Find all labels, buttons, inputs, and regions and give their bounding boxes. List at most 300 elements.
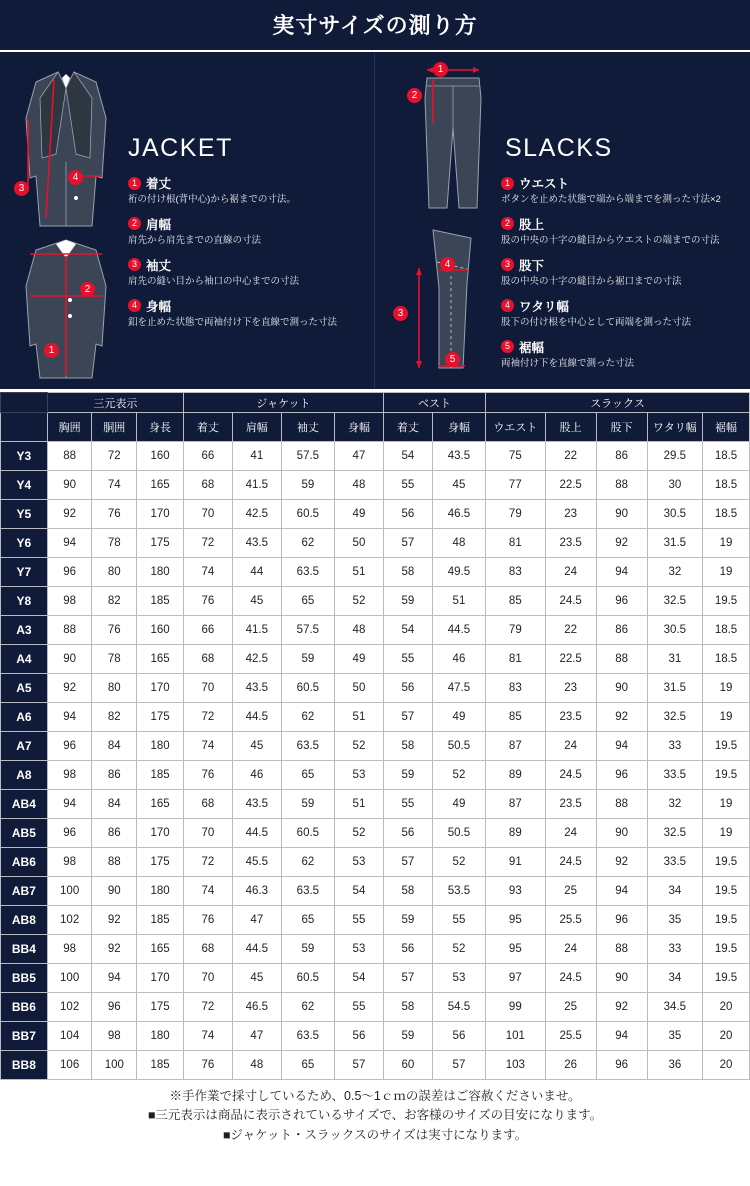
measurement-cell: 18.5 [703,500,750,529]
measurement-cell: 165 [137,790,184,819]
legend-item [501,338,741,370]
measurement-cell: 93 [486,877,546,906]
measurement-cell: 42.5 [232,645,281,674]
measurement-cell: 77 [486,471,546,500]
measurement-cell: 98 [47,587,92,616]
column-header-cell: 着丈 [183,413,232,442]
measurement-cell: 55 [383,471,432,500]
measurement-cell: 62 [281,848,334,877]
measurement-diagram [0,52,750,392]
size-label-cell: Y3 [1,442,48,471]
measurement-cell: 180 [137,732,184,761]
measurement-cell: 22 [545,442,596,471]
measurement-cell: 103 [486,1051,546,1080]
measurement-cell: 45 [232,732,281,761]
column-header-cell: 裾幅 [703,413,750,442]
measurement-cell: 47 [232,906,281,935]
size-label-cell: BB8 [1,1051,48,1080]
slacks-legend [501,174,741,378]
measurement-cell: 160 [137,442,184,471]
table-row [1,964,750,993]
measurement-cell: 160 [137,616,184,645]
measurement-cell: 100 [47,964,92,993]
measurement-cell: 175 [137,848,184,877]
measurement-cell: 49.5 [432,558,485,587]
measurement-cell: 94 [92,964,137,993]
measurement-cell: 87 [486,732,546,761]
measurement-cell: 24 [545,935,596,964]
measurement-cell: 19.5 [703,877,750,906]
number-badge-icon: 5 [501,340,514,353]
legend-desc: 股の中央の十字の縫目から裾口までの寸法 [501,275,682,287]
slacks-panel [375,52,750,389]
measurement-cell: 91 [486,848,546,877]
measurement-cell: 85 [486,703,546,732]
measurement-cell: 23.5 [545,529,596,558]
measurement-cell: 24.5 [545,848,596,877]
legend-item [501,174,741,206]
measurement-cell: 92 [596,993,647,1022]
measurement-cell: 55 [334,906,383,935]
measurement-cell: 51 [334,790,383,819]
measurement-cell: 62 [281,529,334,558]
measurement-cell: 54 [383,442,432,471]
measurement-cell: 185 [137,1051,184,1080]
measurement-cell: 18.5 [703,645,750,674]
measurement-cell: 79 [486,616,546,645]
measurement-cell: 35 [647,906,702,935]
measurement-cell: 54 [383,616,432,645]
measurement-cell: 33 [647,935,702,964]
jacket-marker-1: 1 [44,343,59,358]
measurement-cell: 44.5 [232,703,281,732]
measurement-cell: 88 [596,790,647,819]
measurement-cell: 25 [545,993,596,1022]
table-row [1,442,750,471]
measurement-cell: 63.5 [281,558,334,587]
table-row [1,819,750,848]
legend-item [128,297,373,329]
measurement-cell: 59 [281,471,334,500]
legend-term: 肩幅 [146,217,172,232]
measurement-cell: 100 [47,877,92,906]
measurement-cell: 32.5 [647,819,702,848]
measurement-cell: 45.5 [232,848,281,877]
measurement-cell: 22 [545,616,596,645]
column-header-cell [1,413,48,442]
measurement-cell: 57.5 [281,442,334,471]
measurement-cell: 65 [281,906,334,935]
legend-item [501,215,741,247]
measurement-cell: 44 [232,558,281,587]
measurement-cell: 96 [47,819,92,848]
footnote-line: ※手作業で採寸しているため、0.5～1ｃｍの誤差はご容赦くださいませ。 [169,1089,581,1103]
measurement-cell: 56 [334,1022,383,1051]
measurement-cell: 33.5 [647,761,702,790]
measurement-cell: 58 [383,558,432,587]
measurement-cell: 58 [383,877,432,906]
table-row [1,471,750,500]
measurement-cell: 92 [92,935,137,964]
measurement-cell: 98 [92,1022,137,1051]
measurement-cell: 55 [334,993,383,1022]
size-label-cell: A3 [1,616,48,645]
measurement-cell: 88 [47,616,92,645]
measurement-cell: 26 [545,1051,596,1080]
legend-term: 袖丈 [146,258,172,273]
measurement-cell: 68 [183,645,232,674]
measurement-cell: 56 [383,935,432,964]
slacks-marker-1: 1 [433,62,448,77]
measurement-cell: 88 [92,848,137,877]
measurement-cell: 52 [334,819,383,848]
size-label-cell: A7 [1,732,48,761]
measurement-cell: 57 [334,1051,383,1080]
measurement-cell: 180 [137,1022,184,1051]
measurement-cell: 55 [383,645,432,674]
measurement-cell: 165 [137,935,184,964]
jacket-drawing [6,58,126,383]
measurement-cell: 60.5 [281,964,334,993]
measurement-cell: 25.5 [545,906,596,935]
measurement-cell: 25 [545,877,596,906]
measurement-cell: 46 [432,645,485,674]
legend-term: ウエスト [519,177,570,191]
measurement-cell: 43.5 [432,442,485,471]
legend-term: 裾幅 [519,340,545,355]
measurement-cell: 88 [596,645,647,674]
measurement-cell: 86 [596,616,647,645]
measurement-cell: 58 [383,993,432,1022]
measurement-cell: 78 [92,645,137,674]
measurement-cell: 102 [47,906,92,935]
size-label-cell: A6 [1,703,48,732]
measurement-cell: 94 [47,790,92,819]
measurement-cell: 94 [596,877,647,906]
measurement-cell: 55 [432,906,485,935]
measurement-cell: 20 [703,1022,750,1051]
measurement-cell: 34 [647,877,702,906]
measurement-cell: 94 [47,703,92,732]
jacket-title: JACKET [128,134,233,162]
measurement-cell: 60.5 [281,674,334,703]
measurement-cell: 89 [486,819,546,848]
measurement-cell: 49 [432,703,485,732]
measurement-cell: 48 [232,1051,281,1080]
measurement-cell: 86 [596,442,647,471]
measurement-cell: 57 [383,848,432,877]
measurement-cell: 50 [334,529,383,558]
measurement-cell: 19 [703,790,750,819]
measurement-cell: 96 [596,587,647,616]
legend-term: 股上 [519,217,545,232]
legend-desc: ボタンを止めた状態で端から端までを測った寸法×2 [501,194,721,205]
measurement-cell: 51 [334,703,383,732]
measurement-cell: 72 [183,993,232,1022]
size-table [0,392,750,1080]
measurement-cell: 185 [137,906,184,935]
measurement-cell: 92 [596,529,647,558]
measurement-cell: 19.5 [703,761,750,790]
measurement-cell: 48 [334,616,383,645]
measurement-cell: 54 [334,877,383,906]
column-header-cell: ワタリ幅 [647,413,702,442]
measurement-cell: 60 [383,1051,432,1080]
measurement-cell: 76 [92,616,137,645]
measurement-cell: 24.5 [545,587,596,616]
measurement-cell: 18.5 [703,471,750,500]
jacket-marker-3: 3 [14,181,29,196]
measurement-cell: 31.5 [647,529,702,558]
legend-desc: 両袖付け下を直線で測った寸法 [501,357,635,369]
footnotes [0,1080,750,1145]
measurement-cell: 76 [183,761,232,790]
measurement-cell: 92 [596,703,647,732]
measurement-cell: 46.3 [232,877,281,906]
table-row [1,848,750,877]
measurement-cell: 68 [183,790,232,819]
footnote-line: ■三元表示は商品に表示されているサイズで、お客様のサイズの目安になります。 [147,1108,603,1123]
measurement-cell: 44.5 [232,935,281,964]
legend-item [128,256,373,288]
measurement-cell: 84 [92,790,137,819]
jacket-illustrations [6,58,126,383]
table-row [1,587,750,616]
measurement-cell: 92 [47,500,92,529]
measurement-cell: 74 [183,1022,232,1051]
slacks-marker-5: 5 [445,352,460,367]
size-label-cell: Y5 [1,500,48,529]
measurement-cell: 25.5 [545,1022,596,1051]
measurement-cell: 66 [183,442,232,471]
slacks-marker-3: 3 [393,306,408,321]
size-label-cell: BB6 [1,993,48,1022]
legend-term: 着丈 [146,177,172,191]
measurement-cell: 97 [486,964,546,993]
measurement-cell: 59 [281,935,334,964]
measurement-cell: 47 [334,442,383,471]
size-label-cell: AB6 [1,848,48,877]
size-label-cell: A5 [1,674,48,703]
measurement-cell: 88 [47,442,92,471]
measurement-cell: 72 [183,529,232,558]
legend-term: ワタリ幅 [519,299,569,314]
measurement-cell: 82 [92,587,137,616]
measurement-cell: 57 [383,964,432,993]
table-row [1,1022,750,1051]
measurement-cell: 34 [647,964,702,993]
measurement-cell: 80 [92,558,137,587]
measurement-cell: 92 [92,906,137,935]
measurement-cell: 50.5 [432,819,485,848]
column-header-cell: 肩幅 [232,413,281,442]
slacks-drawing [393,58,513,383]
measurement-cell: 53.5 [432,877,485,906]
measurement-cell: 19.5 [703,848,750,877]
measurement-cell: 89 [486,761,546,790]
column-header-cell: 身長 [137,413,184,442]
measurement-cell: 44.5 [232,819,281,848]
measurement-cell: 19.5 [703,732,750,761]
measurement-cell: 20 [703,993,750,1022]
table-row [1,761,750,790]
measurement-cell: 104 [47,1022,92,1051]
measurement-cell: 24.5 [545,964,596,993]
measurement-cell: 46.5 [232,993,281,1022]
measurement-cell: 18.5 [703,616,750,645]
measurement-cell: 94 [596,1022,647,1051]
measurement-cell: 72 [183,848,232,877]
measurement-cell: 90 [596,500,647,529]
legend-desc: 肩先の縫い目から袖口の中心までの寸法 [128,275,300,287]
measurement-cell: 170 [137,500,184,529]
measurement-cell: 74 [183,877,232,906]
measurement-cell: 49 [334,500,383,529]
column-header-cell: 胸囲 [47,413,92,442]
measurement-cell: 70 [183,500,232,529]
slacks-illustrations [393,58,513,383]
measurement-cell: 175 [137,993,184,1022]
legend-desc: 裄の付け根(背中心)から裾までの寸法。 [128,194,296,205]
measurement-cell: 74 [183,558,232,587]
measurement-cell: 43.5 [232,529,281,558]
measurement-cell: 88 [596,471,647,500]
measurement-cell: 90 [92,877,137,906]
number-badge-icon: 1 [128,177,141,190]
measurement-cell: 44.5 [432,616,485,645]
measurement-cell: 65 [281,587,334,616]
measurement-cell: 63.5 [281,732,334,761]
number-badge-icon: 1 [501,177,514,190]
slacks-marker-2: 2 [407,88,422,103]
measurement-cell: 19 [703,674,750,703]
number-badge-icon: 2 [501,217,514,230]
measurement-cell: 88 [596,935,647,964]
size-label-cell: Y7 [1,558,48,587]
measurement-cell: 86 [92,761,137,790]
measurement-cell: 92 [47,674,92,703]
number-badge-icon: 3 [501,258,514,271]
measurement-cell: 175 [137,703,184,732]
measurement-cell: 47.5 [432,674,485,703]
measurement-cell: 85 [486,587,546,616]
jacket-panel [0,52,375,389]
measurement-cell: 19 [703,529,750,558]
measurement-cell: 33.5 [647,848,702,877]
measurement-cell: 22.5 [545,645,596,674]
measurement-cell: 32 [647,558,702,587]
measurement-cell: 50 [334,674,383,703]
measurement-cell: 32.5 [647,587,702,616]
measurement-cell: 56 [432,1022,485,1051]
measurement-cell: 70 [183,819,232,848]
measurement-cell: 31 [647,645,702,674]
measurement-cell: 35 [647,1022,702,1051]
measurement-cell: 165 [137,471,184,500]
table-row [1,616,750,645]
measurement-cell: 60.5 [281,819,334,848]
measurement-cell: 49 [334,645,383,674]
measurement-cell: 60.5 [281,500,334,529]
measurement-cell: 165 [137,645,184,674]
measurement-cell: 57 [383,529,432,558]
jacket-marker-4: 4 [68,170,83,185]
size-label-cell: Y6 [1,529,48,558]
table-row [1,935,750,964]
measurement-cell: 82 [92,703,137,732]
measurement-cell: 19 [703,703,750,732]
measurement-cell: 90 [596,964,647,993]
slacks-marker-4: 4 [440,257,455,272]
measurement-cell: 87 [486,790,546,819]
measurement-cell: 95 [486,935,546,964]
measurement-cell: 54.5 [432,993,485,1022]
measurement-cell: 76 [183,906,232,935]
measurement-cell: 79 [486,500,546,529]
column-header-cell: 股下 [596,413,647,442]
measurement-cell: 24 [545,558,596,587]
column-header-cell: 身幅 [334,413,383,442]
measurement-cell: 41.5 [232,616,281,645]
measurement-cell: 74 [92,471,137,500]
measurement-cell: 30.5 [647,616,702,645]
size-label-cell: A4 [1,645,48,674]
measurement-cell: 54 [334,964,383,993]
measurement-cell: 57.5 [281,616,334,645]
number-badge-icon: 2 [128,217,141,230]
measurement-cell: 42.5 [232,500,281,529]
measurement-cell: 56 [383,674,432,703]
size-table-head [1,393,750,442]
legend-item [501,297,741,329]
measurement-cell: 52 [432,761,485,790]
legend-desc: 股下の付け根を中心として両端を測った寸法 [501,316,692,328]
size-table-wrap [0,392,750,1080]
measurement-cell: 52 [432,935,485,964]
measurement-cell: 102 [47,993,92,1022]
slacks-title: SLACKS [505,134,613,162]
measurement-cell: 53 [432,964,485,993]
legend-item [501,256,741,288]
measurement-cell: 63.5 [281,1022,334,1051]
measurement-cell: 83 [486,674,546,703]
measurement-cell: 180 [137,877,184,906]
measurement-cell: 65 [281,761,334,790]
table-row [1,645,750,674]
table-row [1,529,750,558]
measurement-cell: 75 [486,442,546,471]
measurement-cell: 70 [183,674,232,703]
measurement-cell: 48 [432,529,485,558]
measurement-cell: 32.5 [647,703,702,732]
measurement-cell: 48 [334,471,383,500]
legend-desc: 股の中央の十字の縫目からウエストの端までの寸法 [501,234,720,246]
measurement-cell: 24 [545,732,596,761]
measurement-cell: 23.5 [545,790,596,819]
table-row [1,674,750,703]
measurement-cell: 59 [383,761,432,790]
measurement-cell: 90 [47,471,92,500]
measurement-cell: 43.5 [232,790,281,819]
measurement-cell: 72 [183,703,232,732]
measurement-cell: 53 [334,935,383,964]
measurement-cell: 41 [232,442,281,471]
measurement-cell: 34.5 [647,993,702,1022]
measurement-cell: 19.5 [703,935,750,964]
measurement-cell: 46.5 [432,500,485,529]
measurement-cell: 90 [47,645,92,674]
measurement-cell: 49 [432,790,485,819]
